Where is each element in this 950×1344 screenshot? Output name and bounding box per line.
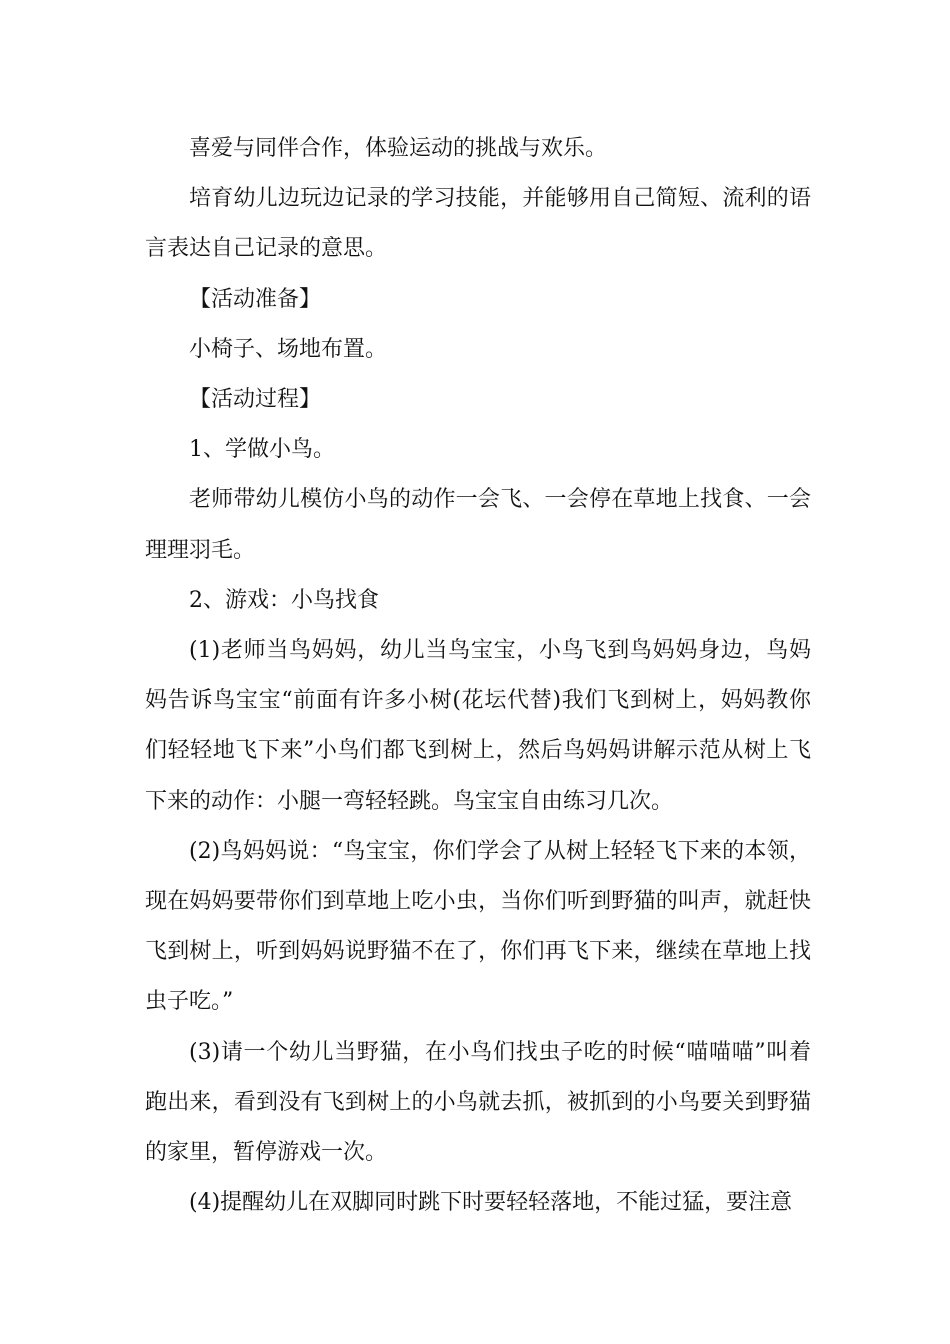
step-2-heading: 2、游戏：小鸟找食 [189,587,379,613]
paragraph-materials: 小椅子、场地布置。 [189,336,388,362]
paragraph-step-2-part-2: (2)鸟妈妈说：“鸟宝宝，你们学会了从树上轻轻飞下来的本领，现在妈妈要带你们到草地上吃小虫，当你们听到野猫的叫声，就赶快飞到树上，听到妈妈说野猫不在了，你们再飞下来，继续在草地上找虫子吃。” [145,838,811,1015]
paragraph-step-2-part-1: (1)老师当鸟妈妈，幼儿当鸟宝宝，小鸟飞到鸟妈妈身边，鸟妈妈告诉鸟宝宝“前面有许多小树(花坛代替)我们飞到树上，妈妈教你们轻轻地飞下来”小鸟们都飞到树上，然后鸟妈妈讲解示范从树上飞下来的动作：小腿一弯轻轻跳。鸟宝宝自由练习几次。 [145,638,811,814]
step-1-heading: 1、学做小鸟。 [189,437,335,463]
section-heading-process: 【活动过程】 [189,387,322,413]
section-heading-preparation: 【活动准备】 [189,286,322,312]
paragraph-step-1: 老师带幼儿模仿小鸟的动作一会飞、一会停在草地上找食、一会理理羽毛。 [145,487,811,563]
paragraph-step-2-part-4: (4)提醒幼儿在双脚同时跳下时要轻轻落地，不能过猛，要注意 [189,1190,793,1216]
paragraph-goal-cooperation: 喜爱与同伴合作，体验运动的挑战与欢乐。 [189,136,608,161]
paragraph-step-2-part-3: (3)请一个幼儿当野猫，在小鸟们找虫子吃的时候“喵喵喵”叫着跑出来，看到没有飞到树上的小鸟就去抓，被抓到的小鸟要关到野猫的家里，暂停游戏一次。 [145,1039,811,1166]
document-body [145,124,811,1228]
paragraph-goal-recording: 培育幼儿边玩边记录的学习技能，并能够用自己简短、流利的语言表达自己记录的意思。 [145,186,811,262]
